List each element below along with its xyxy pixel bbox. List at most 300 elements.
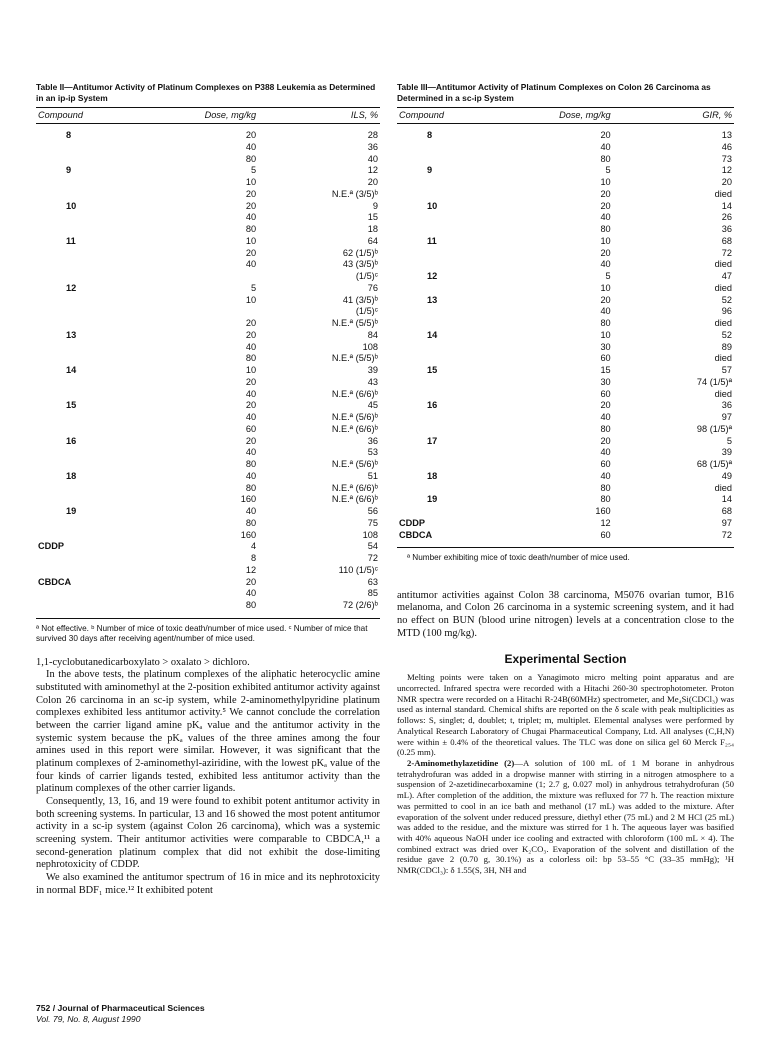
- table3-value-cell: 89: [721, 341, 732, 352]
- table2-row: [36, 259, 380, 271]
- table2-compound-cell: [36, 483, 153, 495]
- table2-row: [36, 306, 380, 318]
- table3-value-cell: 68 (1/5)ª: [696, 459, 732, 469]
- table2-compound-cell: [36, 424, 153, 436]
- table2-dose-cell: 40: [245, 141, 257, 152]
- table3-dose-cell: 40: [600, 412, 611, 422]
- table3-row: [397, 259, 734, 271]
- table3-dose-cell: 80: [600, 423, 611, 434]
- table2-dose-cell: 20: [245, 435, 257, 446]
- table2-header-dose: Dose, mg/kg: [153, 108, 256, 124]
- table3-value-cell: 36: [721, 400, 732, 411]
- table2-compound-cell: [36, 318, 153, 330]
- table3-row: [397, 459, 734, 471]
- table2-compound-cell: 15: [66, 400, 77, 411]
- table3-row: [397, 483, 734, 495]
- table3-dose-cell: 30: [600, 341, 611, 352]
- table2-value-cell: 43: [367, 376, 378, 387]
- table2-dose-cell: 20: [245, 200, 257, 211]
- table3-row: [397, 506, 734, 518]
- table3-value-cell: 14: [721, 494, 732, 505]
- table2-compound-cell: [36, 342, 153, 354]
- table3-header-value: GIR, %: [613, 108, 734, 124]
- table2-dose-cell: 5: [251, 165, 257, 176]
- table3-row: [397, 518, 734, 530]
- table3-compound-cell: CBDCA: [399, 529, 433, 540]
- table2-value-cell: 9: [372, 200, 378, 211]
- table2-footnote: ª Not effective. ᵇ Number of mice of toxic death/number of mice used. ᶜ Number of mice that survived 30 days after receiving agent/number of mice used.: [36, 623, 368, 644]
- table3-value-cell: died: [714, 318, 732, 328]
- table2-dose-cell: 10: [245, 365, 257, 375]
- right-column: [397, 82, 734, 876]
- table3-dose-cell: 20: [600, 200, 611, 211]
- table2-row: [36, 436, 380, 448]
- table3-row: [397, 212, 734, 224]
- table2-compound-cell: CBDCA: [38, 576, 72, 587]
- table2-compound-cell: [36, 518, 153, 530]
- table3-row: [397, 424, 734, 436]
- table2-row: [36, 154, 380, 166]
- table2-compound-cell: [36, 600, 153, 618]
- table3-dose-cell: 40: [600, 306, 611, 317]
- table3-compound-cell: 13: [427, 294, 438, 305]
- table3-value-cell: 36: [721, 224, 732, 234]
- table3-value-cell: died: [714, 482, 732, 493]
- table3: [397, 107, 734, 548]
- table2-compound-cell: [36, 553, 153, 565]
- table3-dose-cell: 60: [600, 388, 611, 399]
- table2-row: [36, 189, 380, 201]
- table3-dose-cell: 20: [600, 294, 611, 305]
- table3-row: [397, 306, 734, 318]
- table3-compound-cell: [397, 459, 512, 471]
- table2-row: [36, 212, 380, 224]
- experimental-paragraph-2: [397, 758, 734, 876]
- table3-dose-cell: 10: [600, 282, 611, 293]
- left-column: [36, 82, 380, 897]
- table3-dose-cell: 40: [600, 447, 611, 458]
- table2-dose-cell: 80: [245, 224, 257, 234]
- table3-compound-cell: 14: [427, 329, 438, 340]
- table3-header-dose: Dose, mg/kg: [512, 108, 613, 124]
- table3-dose-cell: 20: [600, 435, 611, 446]
- table2-row: [36, 330, 380, 342]
- table3-dose-cell: 80: [600, 494, 611, 505]
- table2-value-cell: N.E.ª (3/5)ᵇ: [331, 188, 378, 199]
- table2-value-cell: 12: [367, 165, 378, 176]
- table3-compound-cell: [397, 212, 512, 224]
- table2-value-cell: 108: [362, 341, 378, 352]
- table2-row: [36, 236, 380, 248]
- table2-value-cell: N.E.ª (6/6)ᵇ: [331, 482, 378, 493]
- table3-row: [397, 389, 734, 401]
- table3-footnote: ª Number exhibiting mice of toxic death/number of mice used.: [407, 553, 630, 563]
- table2-dose-cell: 160: [240, 494, 257, 505]
- table2-row: [36, 342, 380, 354]
- table2-compound-cell: [36, 212, 153, 224]
- table2-value-cell: N.E.ª (6/6)ᵇ: [331, 494, 378, 505]
- table2-compound-cell: [36, 248, 153, 260]
- table3-compound-cell: [397, 224, 512, 236]
- table2-compound-cell: [36, 389, 153, 401]
- table2-row: [36, 201, 380, 213]
- table2-value-cell: 40: [367, 153, 378, 164]
- table2-value-cell: 36: [367, 435, 378, 446]
- table3-value-cell: 46: [721, 141, 732, 152]
- table2-row: [36, 412, 380, 424]
- table2-row: [36, 471, 380, 483]
- table3-value-cell: 98 (1/5)ª: [696, 423, 732, 434]
- table2-value-cell: 36: [367, 141, 378, 152]
- table3-row: [397, 271, 734, 283]
- table3-value-cell: died: [714, 259, 732, 270]
- footer-volume-line: Vol. 79, No. 8, August 1990: [36, 1013, 141, 1024]
- table2-compound-cell: [36, 412, 153, 424]
- table2-compound-cell: [36, 177, 153, 189]
- table2: [36, 107, 380, 619]
- left-paragraph-1: 1,1-cyclobutanedicarboxylato > oxalato > dichloro.: [36, 656, 250, 668]
- table2-row: [36, 377, 380, 389]
- table3-compound-cell: 12: [427, 271, 438, 281]
- table2-dose-cell: 10: [245, 177, 257, 187]
- table2-dose-cell: 60: [245, 423, 257, 434]
- table2-value-cell: 51: [367, 470, 378, 481]
- table3-compound-cell: [397, 412, 512, 424]
- table3-value-cell: 13: [721, 130, 732, 140]
- table2-row: [36, 541, 380, 553]
- table2-compound-cell: 16: [66, 435, 77, 446]
- table2-value-cell: N.E.ª (5/6)ᵇ: [331, 412, 378, 422]
- table3-compound-cell: 10: [427, 200, 438, 211]
- table2-value-cell: N.E.ª (5/5)ᵇ: [331, 353, 378, 364]
- table2-value-cell: N.E.ª (5/6)ᵇ: [331, 459, 378, 469]
- table2-row: [36, 459, 380, 471]
- table3-value-cell: 5: [726, 435, 732, 446]
- table2-row: [36, 295, 380, 307]
- table2-compound-cell: [36, 306, 153, 318]
- table3-compound-cell: [397, 506, 512, 518]
- table3-row: [397, 494, 734, 506]
- table3-compound-cell: CDDP: [399, 517, 426, 528]
- table2-value-cell: 20: [367, 177, 378, 187]
- table2-compound-cell: [36, 271, 153, 283]
- table3-value-cell: 49: [721, 470, 732, 481]
- table2-value-cell: 108: [362, 529, 378, 540]
- table2-row: [36, 588, 380, 600]
- table2-compound-cell: 9: [66, 165, 72, 176]
- experimental-paragraph-2-heading: 2-Aminomethylazetidine (2): [407, 758, 515, 768]
- table3-row: [397, 318, 734, 330]
- table3-compound-cell: 8: [427, 130, 433, 140]
- table2-row: [36, 271, 380, 283]
- table2-compound-cell: [36, 459, 153, 471]
- table3-compound-cell: 19: [427, 494, 438, 505]
- table2-compound-cell: [36, 353, 153, 365]
- table3-compound-cell: 17: [427, 435, 438, 446]
- table3-compound-cell: [397, 306, 512, 318]
- table3-row: [397, 224, 734, 236]
- section-title: Experimental Section: [504, 652, 627, 667]
- table3-compound-cell: [397, 154, 512, 166]
- table2-row: [36, 447, 380, 459]
- table2-row: [36, 494, 380, 506]
- table3-value-cell: 72: [721, 247, 732, 258]
- table2-dose-cell: 80: [245, 517, 257, 528]
- table2-dose-cell: 10: [245, 235, 257, 246]
- table3-compound-cell: [397, 389, 512, 401]
- table2-row: [36, 318, 380, 330]
- table2-compound-cell: [36, 295, 153, 307]
- table3-dose-cell: 15: [600, 365, 611, 375]
- table2-value-cell: 15: [367, 212, 378, 223]
- table3-compound-cell: [397, 248, 512, 260]
- table3-value-cell: 14: [721, 200, 732, 211]
- table2-dose-cell: 80: [245, 459, 257, 469]
- table3-dose-cell: 80: [600, 318, 611, 328]
- table2-row: [36, 224, 380, 236]
- table2-compound-cell: 12: [66, 282, 77, 293]
- left-body-text: [36, 657, 380, 897]
- table2-dose-cell: 160: [240, 529, 257, 540]
- table3-dose-cell: 20: [600, 400, 611, 411]
- table3-row: [397, 154, 734, 166]
- table2-dose-cell: 20: [245, 247, 257, 258]
- table2-dose-cell: [153, 306, 256, 318]
- table3-compound-cell: [397, 142, 512, 154]
- table3-row: [397, 201, 734, 213]
- table3-compound-cell: [397, 377, 512, 389]
- table3-value-cell: 97: [721, 412, 732, 422]
- table3-value-cell: 47: [721, 271, 732, 281]
- table3-row: [397, 124, 734, 142]
- left-paragraph-4: We also examined the antitumor spectrum of 16 in mice and its nephrotoxicity in normal BDF₁ mice.¹² It exhibited potent: [36, 871, 380, 896]
- table2-compound-cell: [36, 154, 153, 166]
- table2-value-cell: 72 (2/6)ᵇ: [342, 600, 378, 610]
- table2-compound-cell: CDDP: [38, 541, 65, 552]
- table2-compound-cell: 18: [66, 470, 77, 481]
- table2-row: [36, 400, 380, 412]
- table3-dose-cell: 60: [600, 459, 611, 469]
- table2-dose-cell: 40: [245, 588, 257, 599]
- table2-row: [36, 165, 380, 177]
- table3-value-cell: 26: [721, 212, 732, 223]
- footer-journal-line: 752 / Journal of Pharmaceutical Sciences: [36, 1003, 205, 1013]
- table3-caption: Table III—Antitumor Activity of Platinum Complexes on Colon 26 Carcinoma as Determined in a sc-ip System: [397, 82, 711, 103]
- table3-value-cell: died: [714, 188, 732, 199]
- table2-dose-cell: 4: [251, 541, 257, 552]
- table3-dose-cell: 160: [595, 506, 611, 516]
- table3-row: [397, 530, 734, 548]
- table3-value-cell: 74 (1/5)ª: [696, 376, 732, 387]
- table3-compound-cell: [397, 283, 512, 295]
- table2-value-cell: 54: [367, 541, 378, 552]
- table3-value-cell: 57: [721, 365, 732, 375]
- table2-row: [36, 353, 380, 365]
- table2-dose-cell: 20: [245, 329, 257, 340]
- table3-value-cell: died: [714, 353, 732, 364]
- table2-value-cell: 75: [367, 517, 378, 528]
- table2-dose-cell: 20: [245, 318, 257, 328]
- table2-dose-cell: 40: [245, 341, 257, 352]
- table3-dose-cell: 5: [605, 165, 611, 176]
- table3-value-cell: 68: [721, 506, 732, 516]
- table3-value-cell: 96: [721, 306, 732, 317]
- table3-compound-cell: [397, 318, 512, 330]
- table2-compound-cell: [36, 259, 153, 271]
- table2-dose-cell: 40: [245, 259, 257, 270]
- table3-row: [397, 283, 734, 295]
- table3-compound-cell: [397, 447, 512, 459]
- table3-compound-cell: [397, 424, 512, 436]
- table2-compound-cell: [36, 494, 153, 506]
- table2-value-cell: 63: [367, 576, 378, 587]
- table2-dose-cell: 20: [245, 376, 257, 387]
- table3-row: [397, 177, 734, 189]
- table2-compound-cell: 10: [66, 200, 77, 211]
- table3-dose-cell: 12: [600, 517, 611, 528]
- table3-dose-cell: 20: [600, 188, 611, 199]
- table3-row: [397, 295, 734, 307]
- table2-dose-cell: 10: [245, 294, 257, 305]
- table3-row: [397, 165, 734, 177]
- table3-dose-cell: 80: [600, 153, 611, 164]
- table2-row: [36, 248, 380, 260]
- table2-dose-cell: 8: [251, 553, 257, 563]
- table3-compound-cell: 18: [427, 470, 438, 481]
- table2-dose-cell: 80: [245, 600, 257, 610]
- table2-dose-cell: [153, 271, 256, 283]
- table2-value-cell: 84: [367, 329, 378, 340]
- table2-row: [36, 553, 380, 565]
- table2-compound-cell: [36, 565, 153, 577]
- table2-dose-cell: 12: [245, 564, 257, 575]
- left-paragraph-2: In the above tests, the platinum complexes of the aliphatic heterocyclic amine substituted with aminomethyl at the 2-position exhibited antitumor activity against Colon 26 carcinoma in an sc-ip system, while 2-aminomethylpyridine platinum complexes exhibited less antitumor activity.⁵ We cannot conclude the correlation between the carrier ligand amine pKₐ value and the antitumor activity in the systemic system because the pKₐ values of the three amines among the four amines used in this report were similar. However, it was significant that the platinum complexes of 2-aminomethyl-aziridine, with the lowest pKₐ value of the four kinds of carrier ligands tested, exhibited less antitumor activity than the platinum complexes of the other carrier ligands.: [36, 669, 380, 795]
- table2-value-cell: 76: [367, 282, 378, 293]
- table2-header-row: [36, 108, 380, 124]
- table3-compound-cell: 16: [427, 400, 438, 411]
- table3-row: [397, 412, 734, 424]
- table2-value-cell: 62 (1/5)ᵇ: [342, 247, 378, 258]
- table3-row: [397, 377, 734, 389]
- table2-dose-cell: 40: [245, 212, 257, 223]
- table3-row: [397, 189, 734, 201]
- table3-value-cell: 20: [721, 177, 732, 187]
- table3-dose-cell: 5: [605, 271, 611, 281]
- table3-compound-cell: [397, 342, 512, 354]
- experimental-paragraph-2-text: —A solution of 100 mL of 1 M borane in anhydrous tetrahydrofuran was added in a dropwise manner with stirring in a nitrogen atmosphere to a suspension of 2-azetidinecarboxamine (1; 2.7 g, 0.027 mol) in anhydrous tetrahydrofuran (50 mL). After completion of the addition, the mixture was refluxed for 77 h. The reaction mixture was permitted to cool in an ice bath and methanol (17 mL) was added to the mixture. After evaporation of the solvent under reduced pressure, diethyl ether (75 mL) and 2 M HCl (25 mL) was added to the residue, and the mixture was stirred for 1 h. The aqueous layer was basified with 40% aqueous NaOH under ice cooling and extracted with chloroform (100 mL × 4). The combined extract was dried over K₂CO₃. Evaporation of the solvent and distillation of the residue gave 2 (0.70 g, 30.1%) as a colorless oil: bp 53–55 °C (33–35 mmHg); ¹H NMR(CDCl₃): δ 1.55(S, 3H, NH and: [397, 758, 734, 876]
- table2-row: [36, 565, 380, 577]
- table2-value-cell: 64: [367, 235, 378, 246]
- table3-dose-cell: 80: [600, 482, 611, 493]
- table2-compound-cell: [36, 224, 153, 236]
- right-body-text: [397, 590, 734, 641]
- table2-compound-cell: 19: [66, 506, 77, 516]
- table3-dose-cell: 60: [600, 353, 611, 364]
- table3-value-cell: 73: [721, 153, 732, 164]
- page-footer: [36, 1003, 205, 1024]
- table2-dose-cell: 20: [245, 576, 257, 587]
- table3-dose-cell: 60: [600, 529, 611, 540]
- table2-value-cell: N.E.ª (6/6)ᵇ: [331, 388, 378, 399]
- table2-value-cell: (1/5)ᶜ: [355, 271, 378, 281]
- table3-value-cell: 72: [721, 529, 732, 540]
- table2-value-cell: (1/5)ᶜ: [355, 306, 378, 317]
- table3-dose-cell: 80: [600, 224, 611, 234]
- table3-row: [397, 248, 734, 260]
- table3-row: [397, 353, 734, 365]
- table3-dose-cell: 40: [600, 212, 611, 223]
- table3-row: [397, 330, 734, 342]
- right-paragraph-1: antitumor activities against Colon 38 carcinoma, M5076 ovarian tumor, B16 melanoma, and Colon 26 carcinoma in a systemic screening system, and it had no effect on BUN (blood urine nitrogen) levels at a concentration close to the MTD (100 mg/kg).: [397, 589, 734, 639]
- table3-row: [397, 471, 734, 483]
- table2-compound-cell: [36, 377, 153, 389]
- table2-value-cell: 43 (3/5)ᵇ: [342, 259, 378, 270]
- table3-dose-cell: 40: [600, 141, 611, 152]
- table2-row: [36, 424, 380, 436]
- table3-compound-cell: [397, 189, 512, 201]
- table2-value-cell: 56: [367, 506, 378, 516]
- table3-compound-cell: 11: [427, 235, 437, 246]
- table3-row: [397, 236, 734, 248]
- table3-row: [397, 436, 734, 448]
- table3-row: [397, 365, 734, 377]
- table3-compound-cell: 15: [427, 365, 438, 375]
- table2-row: [36, 124, 380, 142]
- table2-value-cell: N.E.ª (6/6)ᵇ: [331, 423, 378, 434]
- table2-compound-cell: [36, 447, 153, 459]
- table2-dose-cell: 80: [245, 353, 257, 364]
- table3-dose-cell: 20: [600, 247, 611, 258]
- table2-value-cell: 18: [367, 224, 378, 234]
- table2-value-cell: 53: [367, 447, 378, 458]
- table2-value-cell: 110 (1/5)ᶜ: [338, 564, 378, 575]
- table2-value-cell: N.E.ª (5/5)ᵇ: [331, 318, 378, 328]
- table2-value-cell: 72: [367, 553, 378, 563]
- table3-row: [397, 342, 734, 354]
- table3-value-cell: 97: [721, 517, 732, 528]
- table3-value-cell: died: [714, 388, 732, 399]
- table2-value-cell: 41 (3/5)ᵇ: [342, 294, 378, 305]
- table3-compound-cell: [397, 483, 512, 495]
- table2-row: [36, 506, 380, 518]
- table2-header-compound: Compound: [36, 108, 153, 124]
- table3-value-cell: 12: [721, 165, 732, 176]
- table2-compound-cell: [36, 142, 153, 154]
- table2-dose-cell: 40: [245, 447, 257, 458]
- table2-row: [36, 530, 380, 542]
- table3-dose-cell: 10: [600, 329, 611, 340]
- table2-value-cell: 28: [367, 130, 378, 140]
- table2-value-cell: 45: [367, 400, 378, 411]
- experimental-paragraph-1: Melting points were taken on a Yanagimoto micro melting point apparatus and are uncorrected. Infrared spectra were recorded with a Hitachi 260-30 spectrophotometer. Proton NMR spectra were recorded on a Hitachi R-24B(60MHz) spectrometer, and Me₄Si(CDCl₃) was used as internal standard. Chemical shifts are reported on the δ scale with peak multiplicities as follows: S, singlet; d, doublet; t, triplet; m, multiplet. Elemental analyses were performed by Analytical Research Laboratory of Chugai Pharmaceutical Company, Ltd. All analyses (C,H,N) were within ± 0.4% of the theoretical values. The TLC was done on silica gel 60 Merck F₂₅₄ (0.25 mm).: [397, 672, 734, 758]
- table2-dose-cell: 20: [245, 188, 257, 199]
- table2-row: [36, 483, 380, 495]
- table2-dose-cell: 40: [245, 388, 257, 399]
- experimental-text: [397, 672, 734, 875]
- table2-dose-cell: 40: [245, 506, 257, 516]
- table2-row: [36, 142, 380, 154]
- table2-compound-cell: 14: [66, 365, 77, 375]
- table3-row: [397, 400, 734, 412]
- table2-dose-cell: 40: [245, 470, 257, 481]
- table2-caption: Table II—Antitumor Activity of Platinum Complexes on P388 Leukemia as Determined in an ip-ip System: [36, 82, 376, 103]
- table2-row: [36, 283, 380, 295]
- table2-compound-cell: [36, 530, 153, 542]
- table2-row: [36, 518, 380, 530]
- table3-header-compound: Compound: [397, 108, 512, 124]
- table3-row: [397, 142, 734, 154]
- table3-dose-cell: 10: [600, 235, 611, 246]
